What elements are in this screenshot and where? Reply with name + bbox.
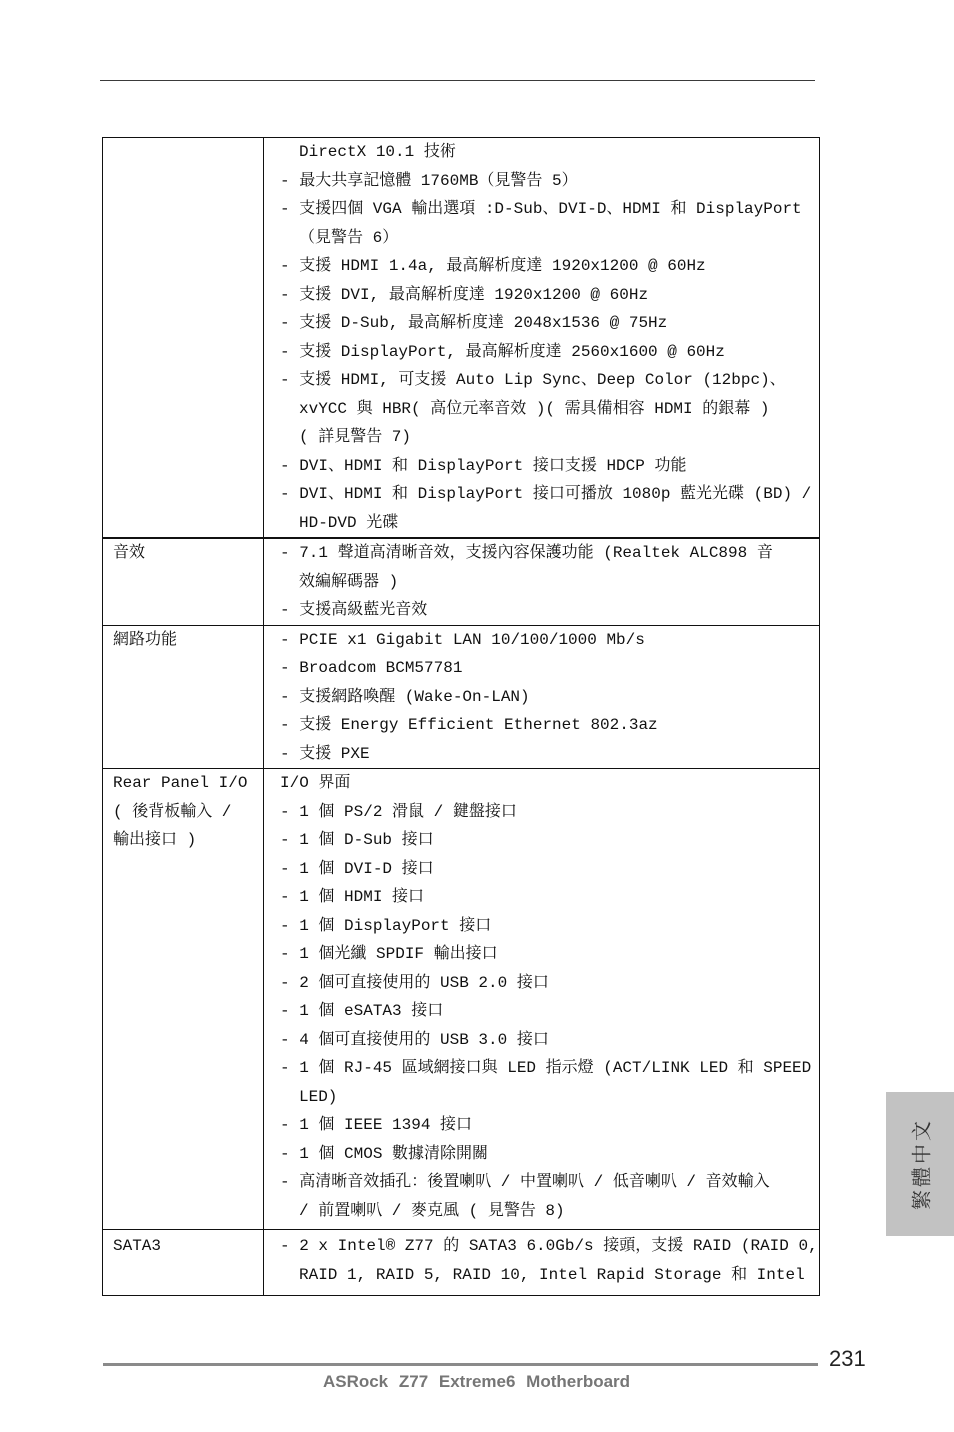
spec-content-cell	[264, 538, 820, 625]
spec-content-cell	[264, 769, 820, 1230]
spec-line: - 支援網路喚醒 (Wake-On-LAN)	[280, 687, 530, 706]
spec-line: - 1 個 IEEE 1394 接口	[280, 1116, 473, 1134]
spec-row-sata3	[103, 1230, 820, 1296]
spec-line: I/O 界面	[280, 774, 351, 792]
spec-line: / 前置喇叭 / 麥克風 ( 見警告 8)	[299, 1201, 565, 1220]
spec-line: - 支援 PXE	[280, 744, 370, 763]
spec-label: 網路功能	[113, 630, 178, 649]
spec-label-cell	[103, 538, 264, 625]
spec-line: xvYCC 與 HBR( 高位元率音效 )( 需具備相容 HDMI 的銀幕 )	[299, 399, 770, 418]
spec-line: - 2 個可直接使用的 USB 2.0 接口	[280, 973, 549, 992]
spec-line: （見警告 6）	[299, 228, 399, 247]
spec-line: - 支援四個 VGA 輸出選項 :D-Sub、DVI-D、HDMI 和 DisplayPort	[280, 200, 802, 218]
spec-line: - 支援 Energy Efficient Ethernet 802.3az	[280, 716, 658, 734]
spec-line: LED)	[299, 1087, 338, 1106]
spec-label-cell	[103, 769, 264, 1230]
spec-line: HD-DVD 光碟	[299, 513, 399, 532]
spec-line: - 1 個 eSATA3 接口	[280, 1002, 444, 1020]
spec-line: - 最大共享記憶體 1760MB（見警告 5）	[280, 171, 578, 190]
spec-line: - 1 個 CMOS 數據清除開關	[280, 1144, 489, 1163]
spec-label-cell	[103, 1230, 264, 1296]
spec-line: - 支援 D-Sub, 最高解析度達 2048x1536 @ 75Hz	[280, 314, 668, 332]
spec-line: - 1 個 DVI-D 接口	[280, 859, 434, 878]
spec-line: RAID 1, RAID 5, RAID 10, Intel Rapid Storage 和 Intel	[299, 1265, 805, 1284]
spec-row-graphics-continued	[103, 138, 820, 539]
footer-title: ASRock Z77 Extreme6 Motherboard	[322, 1372, 631, 1391]
spec-line: - 支援 DisplayPort, 最高解析度達 2560x1600 @ 60Hz	[280, 342, 725, 361]
spec-line: - DVI、HDMI 和 DisplayPort 接口支援 HDCP 功能	[280, 456, 687, 475]
spec-line: - PCIE x1 Gigabit LAN 10/100/1000 Mb/s	[280, 630, 645, 649]
spec-line: - 高清晰音效插孔：後置喇叭 / 中置喇叭 / 低音喇叭 / 音效輸入	[280, 1173, 770, 1191]
spec-line: - 1 個 HDMI 接口	[280, 888, 425, 906]
spec-label-cell	[103, 625, 264, 769]
spec-content-cell	[264, 625, 820, 769]
spec-content-cell	[264, 138, 820, 539]
spec-line: - 1 個 DisplayPort 接口	[280, 916, 492, 935]
spec-line: - 支援 HDMI 1.4a, 最高解析度達 1920x1200 @ 60Hz	[280, 257, 706, 275]
page-number: 231	[829, 1346, 866, 1371]
spec-label: 音效	[113, 544, 146, 562]
spec-line: - 1 個 D-Sub 接口	[280, 831, 434, 849]
language-side-tab	[886, 1092, 954, 1236]
spec-line: - 1 個光纖 SPDIF 輸出接口	[280, 945, 498, 963]
spec-line: - 2 x Intel® Z77 的 SATA3 6.0Gb/s 接頭，支援 RAID (RAID 0,	[280, 1237, 818, 1255]
spec-line: - 支援 HDMI, 可支援 Auto Lip Sync、Deep Color (12bpc)、	[280, 371, 786, 389]
spec-label: ( 後背板輸入 /	[113, 802, 232, 821]
spec-line: ( 詳見警告 7)	[299, 428, 412, 446]
spec-table	[102, 137, 820, 1296]
spec-line: - 支援高級藍光音效	[280, 601, 428, 619]
spec-label: SATA3	[113, 1237, 162, 1255]
spec-row-lan	[103, 625, 820, 769]
spec-line: - 支援 DVI, 最高解析度達 1920x1200 @ 60Hz	[280, 285, 649, 304]
spec-line: - 7.1 聲道高清晰音效，支援內容保護功能 (Realtek ALC898 音	[280, 544, 773, 562]
spec-line: - DVI、HDMI 和 DisplayPort 接口可播放 1080p 藍光光碟 (BD) /	[280, 485, 812, 503]
language-tab-label: 繁體中文	[909, 1118, 934, 1210]
spec-line: - 1 個 PS/2 滑鼠 / 鍵盤接口	[280, 802, 517, 821]
header-rule	[100, 80, 815, 81]
spec-label: 輸出接口 )	[113, 831, 197, 849]
spec-label-cell	[103, 138, 264, 539]
spec-line: DirectX 10.1 技術	[299, 143, 456, 161]
spec-line: - 4 個可直接使用的 USB 3.0 接口	[280, 1030, 549, 1049]
spec-line: 效編解碼器 )	[299, 572, 399, 591]
spec-line: - 1 個 RJ-45 區域網接口與 LED 指示燈 (ACT/LINK LED 和 SPEED	[280, 1059, 812, 1077]
spec-line: - Broadcom BCM57781	[280, 659, 463, 677]
footer-rule	[103, 1363, 818, 1366]
spec-row-audio	[103, 538, 820, 625]
spec-content-cell	[264, 1230, 820, 1296]
spec-row-rear-panel-io	[103, 769, 820, 1230]
spec-label: Rear Panel I/O	[113, 774, 248, 792]
